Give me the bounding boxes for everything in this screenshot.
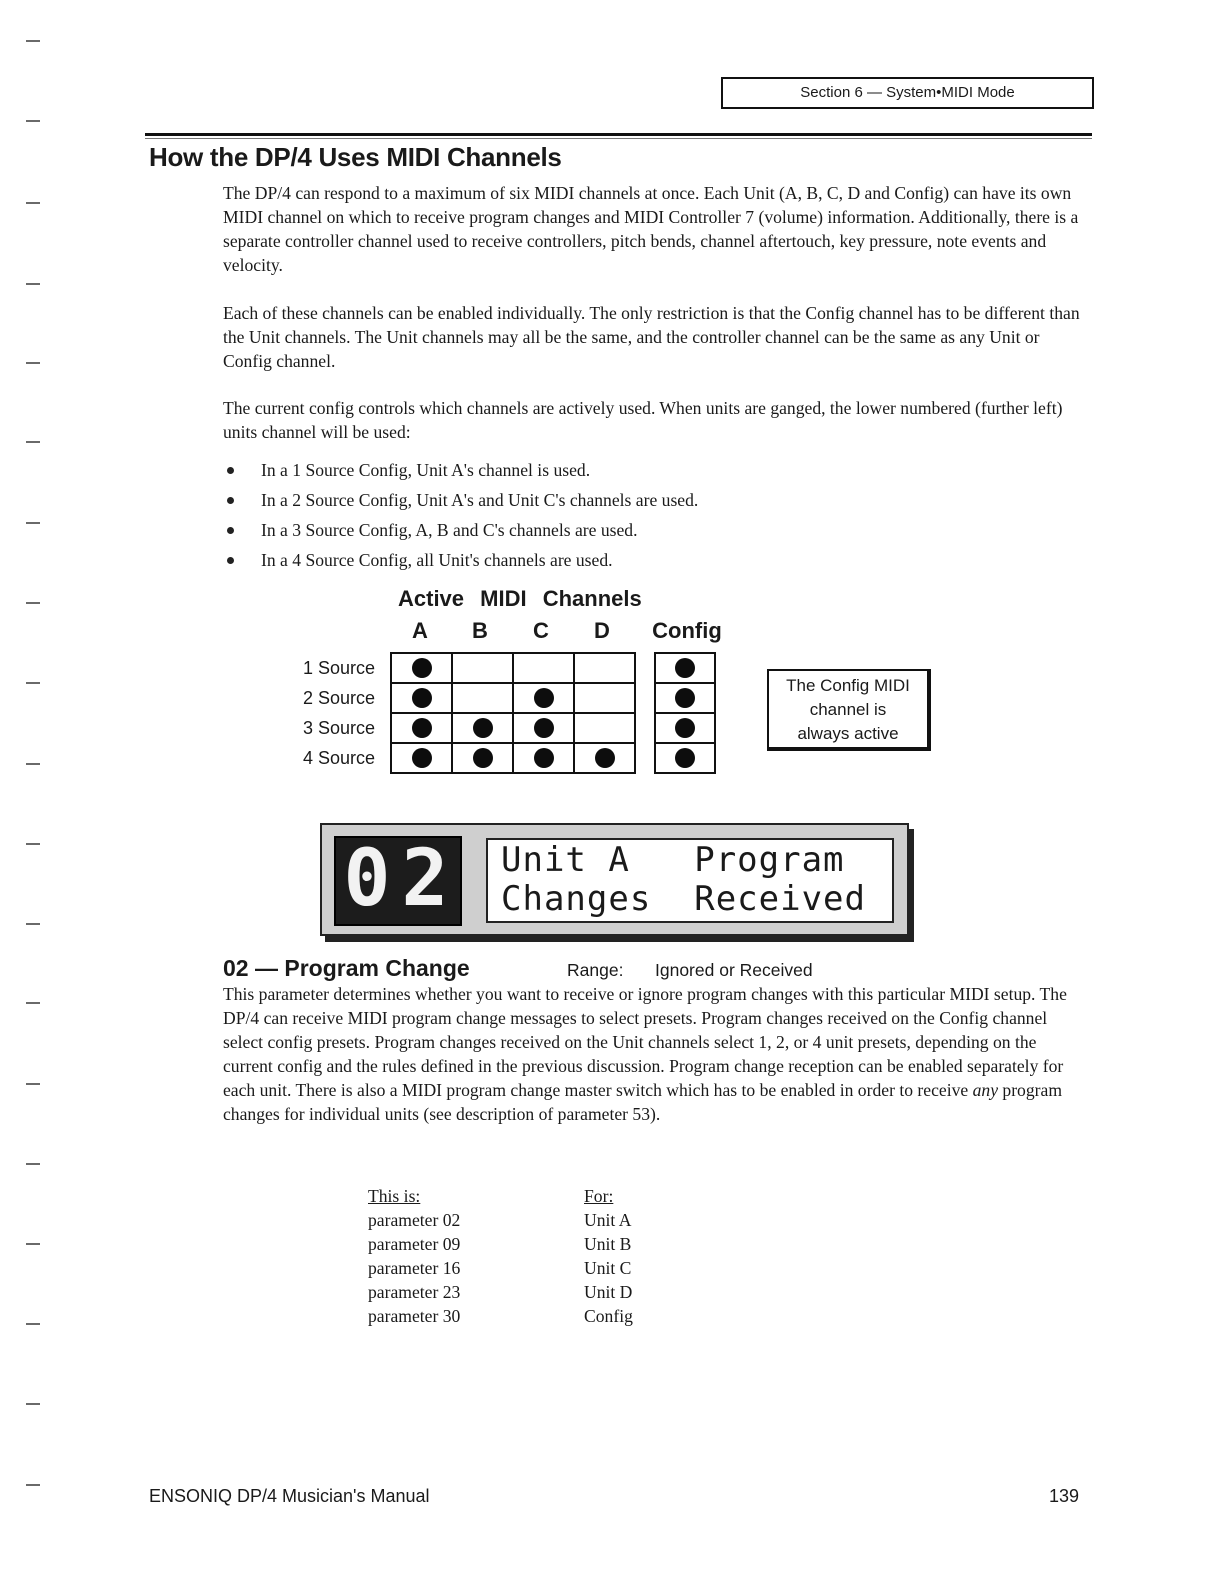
- param-table-col-for: [584, 1184, 633, 1328]
- chart-row: [655, 653, 715, 683]
- chart-row: [655, 683, 715, 713]
- param-table-cell: parameter 23: [368, 1282, 461, 1302]
- param-table-cell: parameter 16: [368, 1258, 461, 1278]
- parameter-description: This parameter determines whether you want to receive or ignore program changes with this particular MIDI setup. The DP/4 can receive MIDI program change messages to select presets. Program changes received on the Config channel select config presets. Program changes received on the Unit channels select 1, 2, or 4 unit presets, depending on the current config and the rules defined in the previous discussion. Program change reception can be enabled separately for each unit. There is also a MIDI program change master switch which has to be enabled in order to receive any program changes for individual units (see description of parameter 53).: [223, 984, 1067, 1124]
- row-label: 3 Source: [302, 718, 375, 738]
- param-table-cell: Unit D: [584, 1282, 633, 1302]
- param-table-cell: Unit C: [584, 1258, 632, 1278]
- chart-cell: [391, 683, 452, 713]
- list-item: In a 3 Source Config, A, B and C's channels are used.: [223, 518, 698, 548]
- active-channel-mark: [675, 688, 695, 708]
- active-channel-mark: [412, 658, 432, 678]
- param-table-cell: parameter 02: [368, 1210, 461, 1230]
- column-header-a: A: [412, 618, 428, 643]
- list-item: In a 4 Source Config, all Unit's channels are used.: [223, 548, 698, 578]
- param-table-cell: Unit A: [584, 1210, 632, 1230]
- param-table-col-this: [368, 1184, 460, 1328]
- chart-cell: [513, 653, 574, 683]
- active-channel-mark: [534, 718, 554, 738]
- chart-cell: [513, 683, 574, 713]
- chart-cell: [574, 683, 635, 713]
- chart-row: [391, 713, 635, 743]
- range-label: Range:: [567, 960, 624, 980]
- lcd-digit: 0: [343, 834, 391, 924]
- chart-cell: [452, 653, 513, 683]
- parameter-title: 02 — Program Change: [223, 955, 470, 981]
- param-table-header: This is:: [368, 1186, 421, 1206]
- header-rule-thin: [145, 138, 1092, 139]
- lcd-line-1: Unit A Program: [501, 840, 845, 880]
- chart-cell: [452, 743, 513, 773]
- active-channel-mark: [534, 688, 554, 708]
- page-title: How the DP/4 Uses MIDI Channels: [149, 142, 562, 172]
- param-table-cell: Unit B: [584, 1234, 632, 1254]
- chart-cell: [574, 743, 635, 773]
- chart-cell: [655, 653, 715, 683]
- bullet-icon: [227, 557, 234, 564]
- chart-row: [655, 743, 715, 773]
- param-table-cell: Config: [584, 1306, 633, 1326]
- emphasis-any: any: [972, 1080, 998, 1100]
- bullet-icon: [227, 527, 234, 534]
- chart-row: [391, 683, 635, 713]
- config-channel-grid: [654, 652, 716, 774]
- active-channel-mark: [675, 718, 695, 738]
- column-header-c: C: [533, 618, 549, 643]
- param-table-cell: parameter 30: [368, 1306, 461, 1326]
- active-channel-mark: [412, 718, 432, 738]
- chart-row: [391, 743, 635, 773]
- header-rule: [145, 133, 1092, 136]
- active-channel-mark: [473, 748, 493, 768]
- lcd-digit: 2: [401, 834, 449, 924]
- chart-cell: [391, 653, 452, 683]
- active-channel-mark: [675, 658, 695, 678]
- config-bullet-list: [223, 458, 698, 578]
- bullet-icon: [227, 467, 234, 474]
- chart-cell: [574, 653, 635, 683]
- column-header-d: D: [594, 618, 610, 643]
- chart-cell: [452, 683, 513, 713]
- config-callout: [767, 669, 931, 751]
- row-label: 4 Source: [302, 748, 375, 768]
- chart-row: [391, 653, 635, 683]
- chart-cell: [452, 713, 513, 743]
- lcd-line-2: Changes Received: [501, 879, 866, 919]
- paragraph-3: The current config controls which channels are actively used. When units are ganged, the lower numbered (further left) units channel will be used:: [223, 398, 1063, 442]
- chart-cell: [574, 713, 635, 743]
- param-table-header: For:: [584, 1186, 614, 1206]
- active-channel-mark: [675, 748, 695, 768]
- callout-line: The Config MIDI: [786, 676, 910, 695]
- active-channel-mark: [534, 748, 554, 768]
- footer-manual-title: ENSONIQ DP/4 Musician's Manual: [149, 1486, 430, 1506]
- chart-cell: [513, 713, 574, 743]
- list-item: In a 1 Source Config, Unit A's channel is used.: [223, 458, 698, 488]
- chart-cell: [391, 743, 452, 773]
- column-header-config: Config: [652, 618, 722, 643]
- bullet-icon: [227, 497, 234, 504]
- paragraph-2: Each of these channels can be enabled individually. The only restriction is that the Config channel has to be different than the Unit channels. The Unit channels may all be the same, and the controller channel can be the same as any Unit or Config channel.: [223, 303, 1080, 371]
- unit-channel-grid: [390, 652, 636, 774]
- chart-row: [655, 713, 715, 743]
- row-label: 2 Source: [302, 688, 375, 708]
- paragraph-1: The DP/4 can respond to a maximum of six MIDI channels at once. Each Unit (A, B, C, D and Config) can have its own MIDI channel on which to receive program changes and MIDI Controller 7 (volume) information. Additionally, there is a separate controller channel used to receive controllers, pitch bends, channel aftertouch, key pressure, note events and velocity.: [223, 183, 1079, 275]
- chart-cell: [513, 743, 574, 773]
- active-channel-mark: [595, 748, 615, 768]
- active-channel-mark: [412, 688, 432, 708]
- active-channel-mark: [412, 748, 432, 768]
- chart-cell: [655, 743, 715, 773]
- chart-cell: [655, 713, 715, 743]
- page-number: 139: [1049, 1486, 1080, 1506]
- column-header-b: B: [472, 618, 488, 643]
- callout-line: always active: [797, 724, 899, 743]
- callout-line: channel is: [809, 700, 887, 719]
- range-value: Ignored or Received: [655, 960, 813, 980]
- list-item: In a 2 Source Config, Unit A's and Unit C's channels are used.: [223, 488, 698, 518]
- chart-title: Active MIDI Channels: [398, 586, 642, 611]
- section-header: Section 6 — System•MIDI Mode: [721, 77, 1094, 109]
- chart-cell: [391, 713, 452, 743]
- param-table-cell: parameter 09: [368, 1234, 461, 1254]
- active-channel-mark: [473, 718, 493, 738]
- lcd-text-panel: [486, 838, 894, 923]
- chart-cell: [655, 683, 715, 713]
- row-label: 1 Source: [302, 658, 375, 678]
